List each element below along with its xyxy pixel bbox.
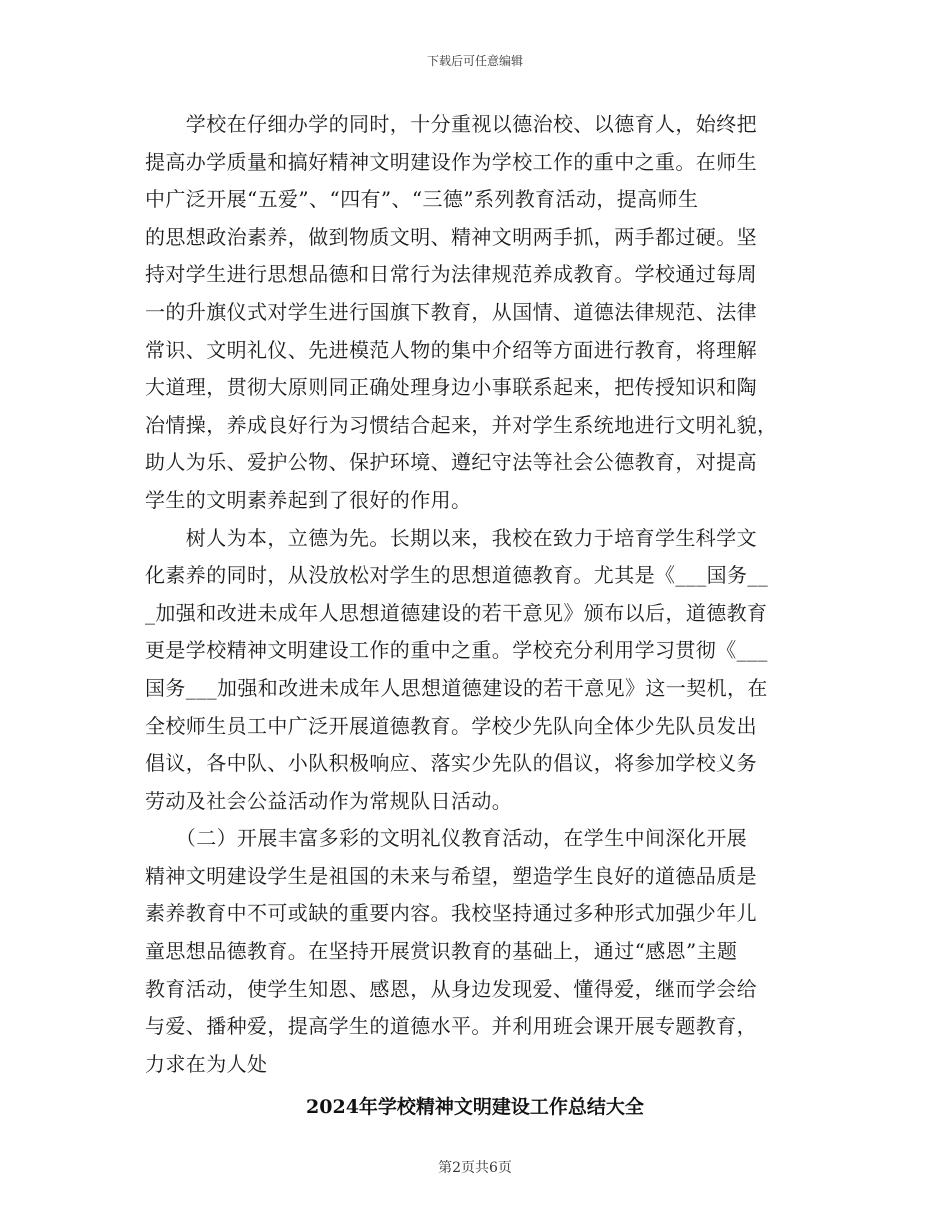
text-line: 力求在为人处 xyxy=(145,1051,268,1076)
text-line: 一的升旗仪式对学生进行国旗下教育，从国情、道德法律规范、法律 xyxy=(145,299,757,324)
text-line: 素养教育中不可或缺的重要内容。我校坚持通过多种形式加强少年儿 xyxy=(145,901,757,926)
text-line: _加强和改进未成年人思想道德建设的若干意见》颁布以后，道德教育 xyxy=(145,600,768,625)
text-line: 中广泛开展“五爱”、“四有”、“三德”系列教育活动，提高师生 xyxy=(145,187,699,212)
text-line: 持对学生进行思想品德和日常行为法律规范养成教育。学校通过每周 xyxy=(145,262,757,287)
text-line: 冶情操，养成良好行为习惯结合起来，并对学生系统地进行文明礼貌， xyxy=(145,412,778,437)
text-line: （二）开展丰富多彩的文明礼仪教育活动，在学生中间深化开展 xyxy=(145,826,747,851)
text-line: 学校在仔细办学的同时，十分重视以德治校、以德育人，始终把 xyxy=(145,112,757,136)
text-line: 更是学校精神文明建设工作的重中之重。学校充分利用学习贯彻《___ xyxy=(145,638,768,663)
text-line: 化素养的同时，从没放松对学生的思想道德教育。尤其是《___国务__ xyxy=(145,563,769,588)
header-note: 下载后可任意编辑 xyxy=(426,54,523,68)
page-footer: 第2页共6页 xyxy=(438,1160,512,1176)
text-line: 与爱、播种爱，提高学生的道德水平。并利用班会课开展专题教育， xyxy=(145,1014,757,1039)
text-line: 树人为本，立德为先。长期以来，我校在致力于培育学生科学文 xyxy=(145,525,757,550)
text-line: 倡议，各中队、小队积极响应、落实少先队的倡议，将参加学校义务 xyxy=(145,751,757,776)
text-line: 提高办学质量和搞好精神文明建设作为学校工作的重中之重。在师生 xyxy=(145,149,757,174)
text-line: 劳动及社会公益活动作为常规队日活动。 xyxy=(145,788,513,813)
text-line: 教育活动，使学生知恩、感恩，从身边发现爱、懂得爱，继而学会给 xyxy=(145,976,757,1001)
text-line: 的思想政治素养，做到物质文明、精神文明两手抓，两手都过硬。坚 xyxy=(145,224,757,249)
text-line: 常识、文明礼仪、先进模范人物的集中介绍等方面进行教育，将理解 xyxy=(145,337,757,362)
text-line: 助人为乐、爱护公物、保护环境、遵纪守法等社会公德教育，对提高 xyxy=(145,450,757,475)
section-title: 2024年学校精神文明建设工作总结大全 xyxy=(306,1096,644,1118)
text-line: 国务___加强和改进未成年人思想道德建设的若干意见》这一契机，在 xyxy=(145,675,768,700)
text-line: 全校师生员工中广泛开展道德教育。学校少先队向全体少先队员发出 xyxy=(145,713,757,738)
body-text xyxy=(145,106,805,1083)
text-line: 精神文明建设学生是祖国的未来与希望，塑造学生良好的道德品质是 xyxy=(145,863,757,888)
text-line: 学生的文明素养起到了很好的作用。 xyxy=(145,487,472,512)
text-line: 童思想品德教育。在坚持开展赏识教育的基础上，通过“感恩”主题 xyxy=(145,939,738,964)
text-line: 大道理，贯彻大原则同正确处理身边小事联系起来，把传授知识和陶 xyxy=(145,375,757,400)
